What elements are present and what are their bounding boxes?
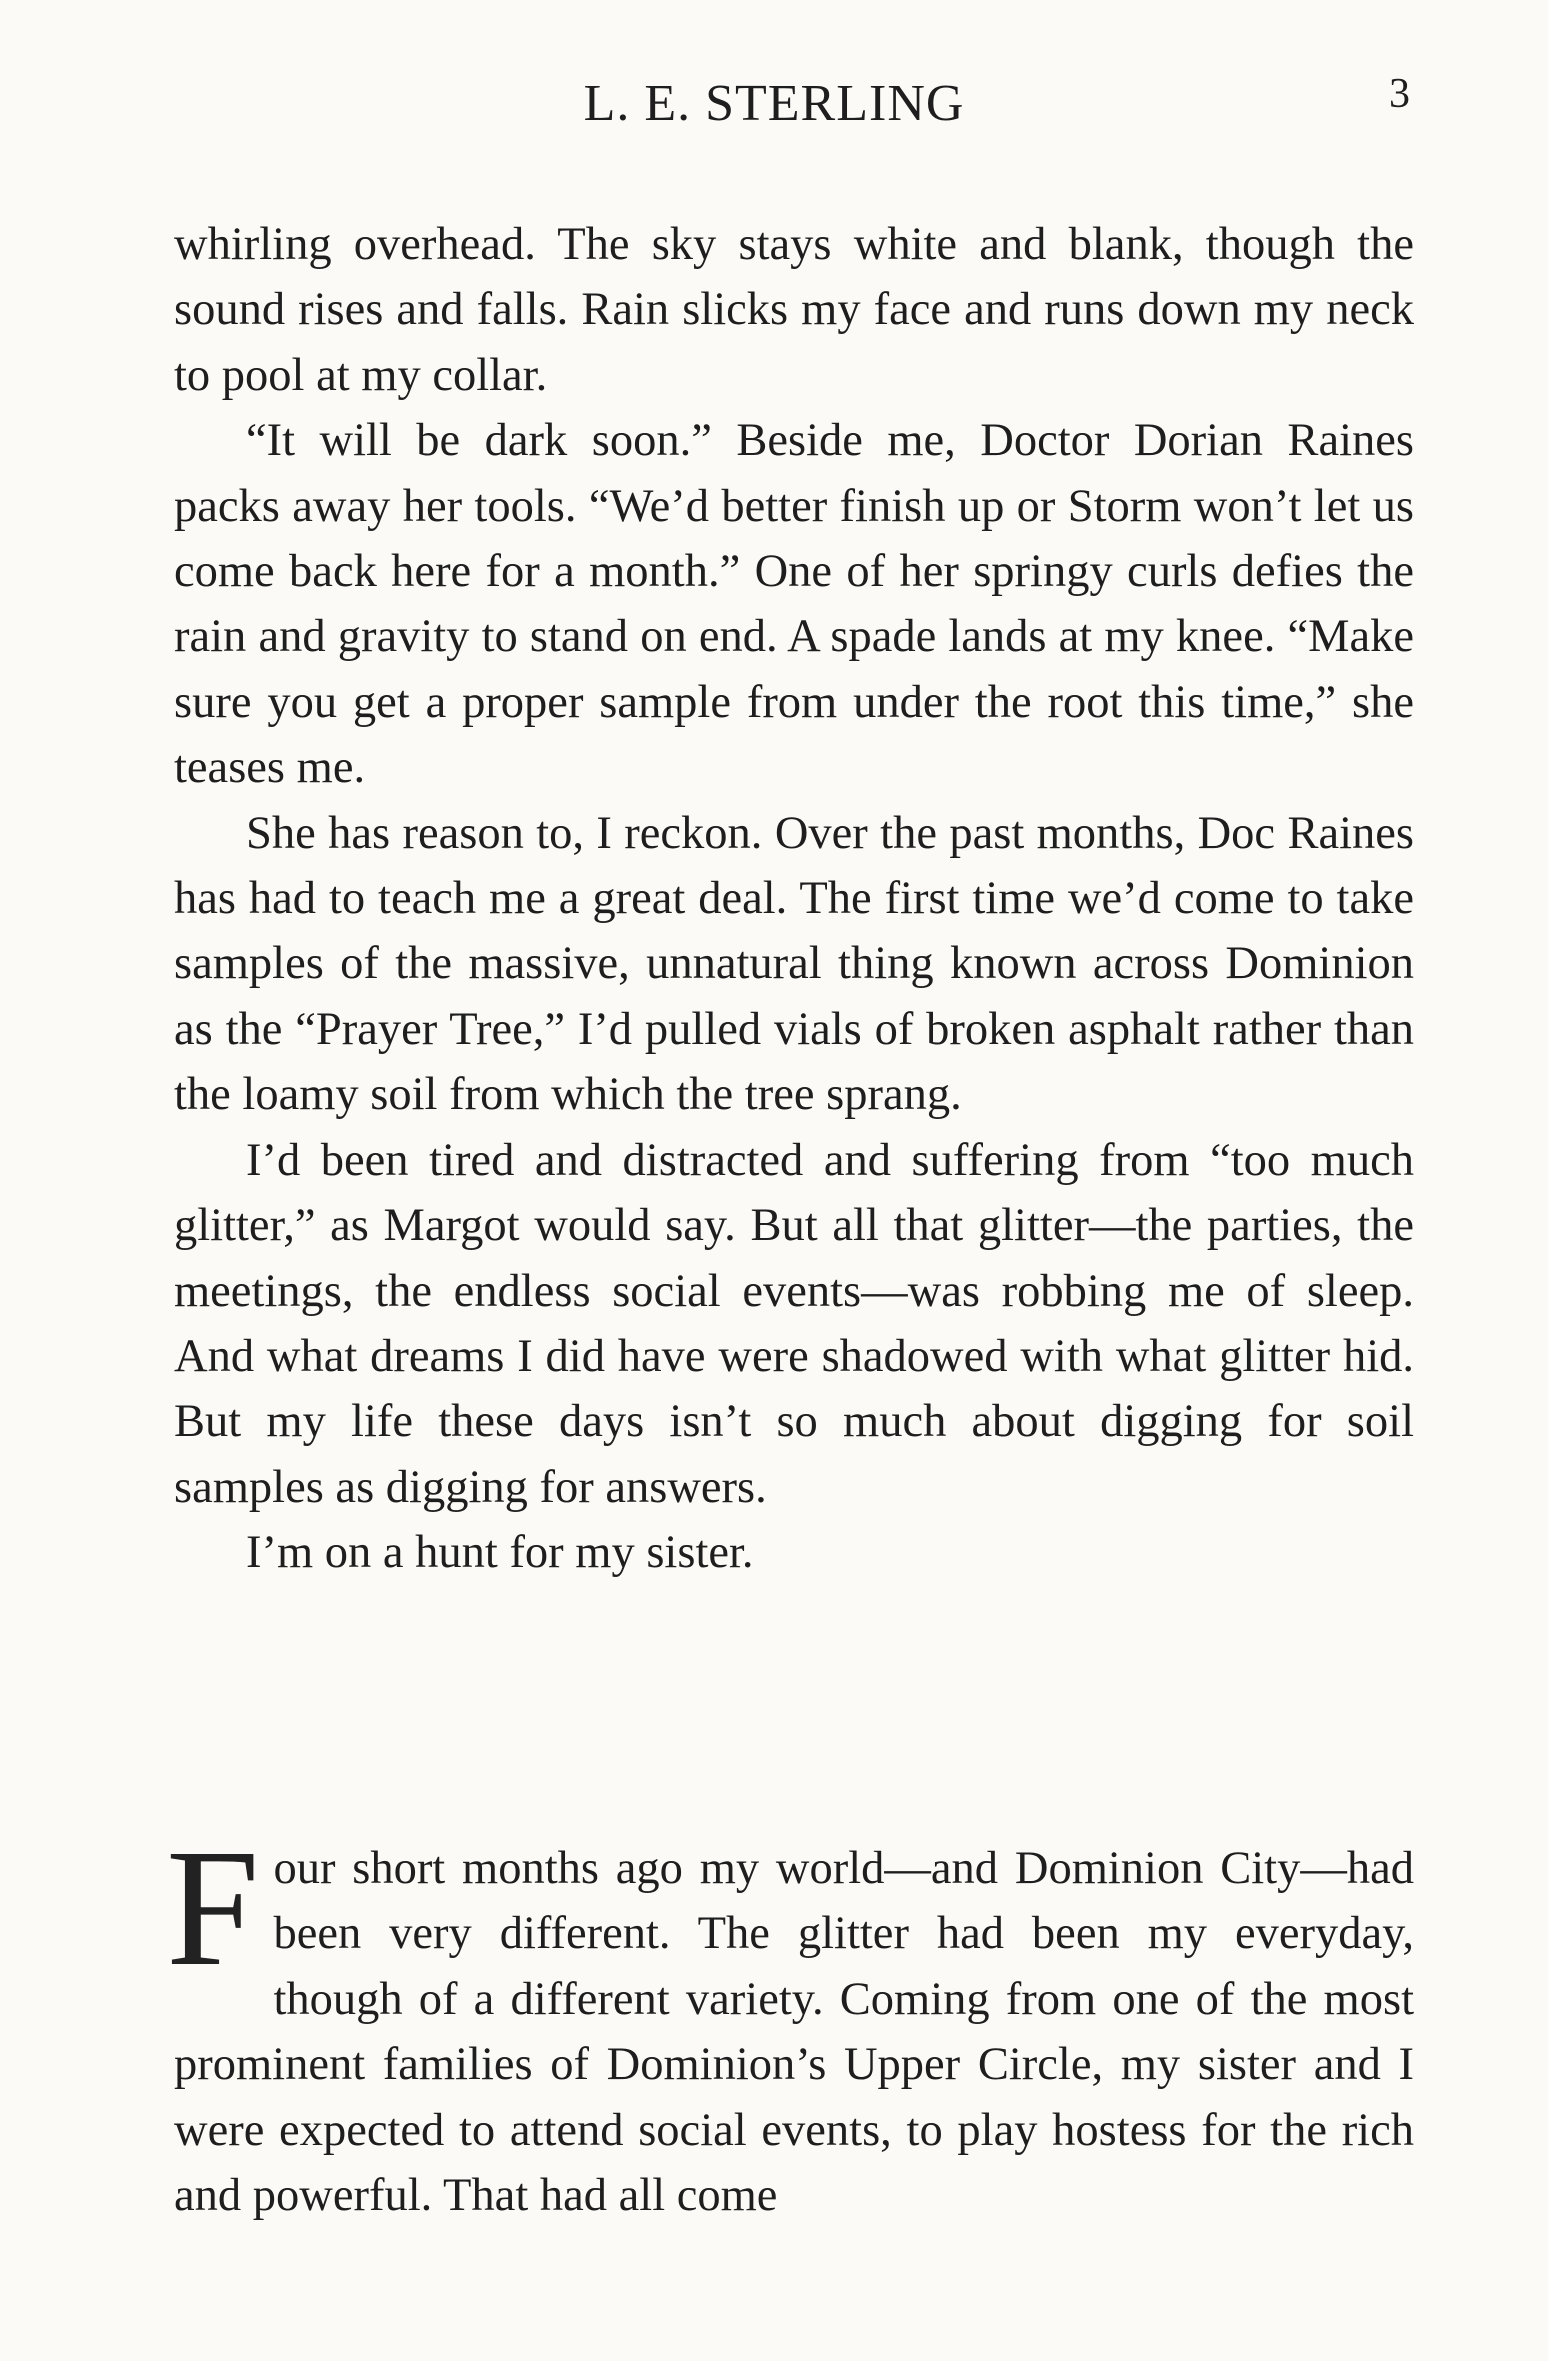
section-paragraph: our short months ago my world—and Dominion City—had been very different. The glitter had been my everyday, though of a different variety. Coming from one of the most prominent families of Dominion’s Upper Circle, my sister and I were expected to attend social events, to play hostess for the rich and powerful. That had all come bbox=[174, 1843, 1414, 2222]
body-text bbox=[174, 212, 1414, 1586]
running-head: L. E. STERLING bbox=[583, 75, 965, 132]
new-section bbox=[166, 1815, 1414, 2228]
page-number: 3 bbox=[1389, 71, 1410, 117]
paragraph: I’m on a hunt for my sister. bbox=[246, 1527, 754, 1579]
paragraph: I’d been tired and distracted and suffering from “too much glitter,” as Margot would say. But all that glitter—the parties, the meetings, the endless social events—was robbing me of sleep. And what dreams I did have were shadowed with what glitter hid. But my life these days isn’t so much about digging for soil samples as digging for answers. bbox=[174, 1134, 1414, 1513]
drop-cap: F bbox=[166, 1815, 260, 2001]
paragraph: “It will be dark soon.” Beside me, Doctor Dorian Raines packs away her tools. “We’d better finish up or Storm won’t let us come back here for a month.” One of her springy curls defies the rain and gravity to stand on end. A spade lands at my knee. “Make sure you get a proper sample from under the root this time,” she teases me. bbox=[174, 415, 1414, 794]
paragraph: She has reason to, I reckon. Over the past months, Doc Raines has had to teach me a great deal. The first time we’d come to take samples of the massive, unnatural thing known across Dominion as the “Prayer Tree,” I’d pulled vials of broken asphalt rather than the loamy soil from which the tree sprang. bbox=[174, 807, 1414, 1121]
paragraph: whirling overhead. The sky stays white and blank, though the sound rises and falls. Rain slicks my face and runs down my neck to pool at my collar. bbox=[174, 219, 1414, 401]
